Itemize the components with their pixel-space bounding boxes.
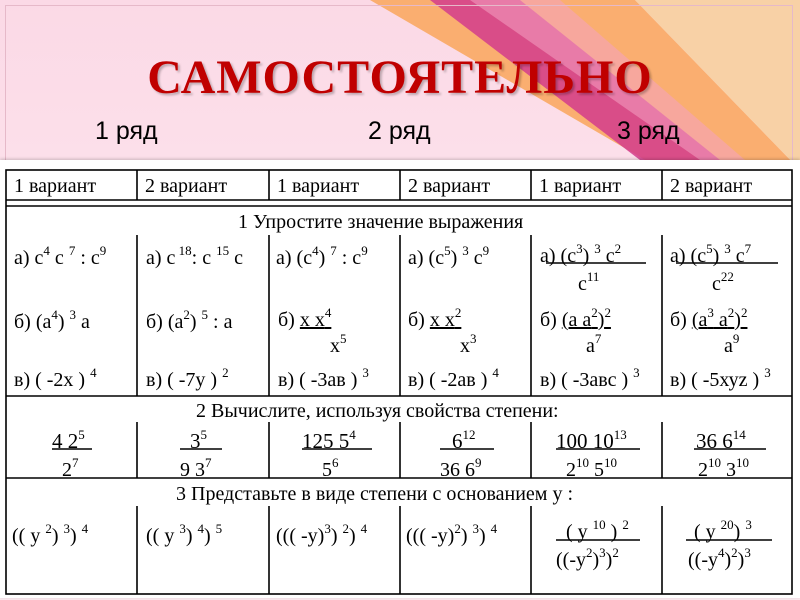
task1-b-col5-den: $а^7$ [586,331,602,357]
header-variant-1c: 1 вариант [539,175,622,197]
header-variant-1a: 1 вариант [14,175,97,197]
header-variant-2a: 2 вариант [145,175,228,197]
task1-b-col5-num: б) (а $а^2)^2$ [540,305,611,331]
page-title: САМОСТОЯТЕЛЬНО [147,51,653,104]
task1-c-col5: в) ( -3авс ) $^3$ [540,365,640,391]
task3-col1: (( у $^2$) $^3$) $^4$ [12,521,89,547]
task1-a-col6-den: $с^{22}$ [712,269,734,295]
task1-c-col2: в) ( -7у ) $^2$ [146,365,229,391]
task2-col5-num: 100 $10^{13}$ [556,427,627,453]
task3-col5-num: ( у $^{10}$ ) $^2$ [566,517,629,543]
task1-a-col3: а) $(с^4)$ $^7$ : $с^9$ [276,243,368,269]
task2-col2-den: 9 $3^7$ [180,455,212,481]
header-variant-1b: 1 вариант [277,175,360,197]
task1-c-col4: в) ( -2ав ) $^4$ [408,365,499,391]
task1-b-col6-den: $а^9$ [724,331,740,357]
task1-a-col6-num: а) $(с^5)$ $^3$ $с^7$ [670,241,752,267]
task2-col4-den: 36 $6^9$ [440,455,482,481]
row-label-2: 2 ряд [368,117,431,145]
task1-b-col3-num: б) х $х^4$ [278,305,332,331]
header-variant-2c: 2 вариант [670,175,753,197]
task2-col3-num: 125 $5^4$ [302,427,356,453]
task1-b-col1: б) $(а^4)$ $^3$ а [14,307,90,333]
task1-c-col1: в) ( -2х ) $^4$ [14,365,97,391]
section-title-2: 2 Вычислите, используя свойства степени: [196,400,559,422]
task2-col6-num: 36 $6^{14}$ [696,427,746,453]
row-label-3: 3 ряд [617,117,680,145]
exercise-table [0,160,800,598]
section-title-1: 1 Упростите значение выражения [238,211,524,233]
row-label-1: 1 ряд [95,117,158,145]
task2-col1-den: $2^7$ [62,455,79,481]
task3-col6-num: ( у $^{20}$) $^3$ [694,517,752,543]
section-title-3: 3 Представьте в виде степени с основанием у : [176,483,574,505]
task1-a-col2: а) с $^{18}$: с $^{15}$ с [146,243,243,269]
task1-b-col3-den: $х^5$ [330,331,347,357]
task1-c-col6: в) ( -5хуz ) $^3$ [670,365,771,391]
task2-col2-num: $3^5$ [190,427,207,453]
task3-col3: ((( -у)$^3$) $^2$) $^4$ [276,521,368,547]
task1-a-col1: а) $с^4$ с $^7$ : $с^9$ [14,243,107,269]
task3-col4: ((( -у)$^2$) $^3$) $^4$ [406,521,498,547]
task3-col5-den: $((-у^2)^3)^2$ [556,545,619,571]
task1-b-col2: б) $(а^2)$ $^5$ : а [146,307,233,333]
task1-a-col4: а) $(с^5)$ $^3$ $с^9$ [408,243,490,269]
task1-c-col3: в) ( -3ав ) $^3$ [278,365,369,391]
task2-col6-den: $2^{10}$ $3^{10}$ [698,455,749,481]
task1-a-col5-num: а) $(с^3)$ $^3$ $с^2$ [540,241,622,267]
task1-b-col4-den: $х^3$ [460,331,477,357]
task3-col2: (( у $^3$) $^4$) $^5$ [146,521,223,547]
task2-col1-num: 4 $2^5$ [52,427,85,453]
task1-a-col5-den: $с^{11}$ [578,269,600,295]
task2-col3-den: $5^6$ [322,455,339,481]
task2-col4-num: $6^{12}$ [452,427,476,453]
header-variant-2b: 2 вариант [408,175,491,197]
task2-col5-den: $2^{10}$ $5^{10}$ [566,455,617,481]
task1-b-col6-num: б) ($а^3$ $а^2)^2$ [670,305,748,331]
task1-b-col4-num: б) х $х^2$ [408,305,462,331]
task3-col6-den: $((-у^4)^2)^3$ [688,545,751,571]
